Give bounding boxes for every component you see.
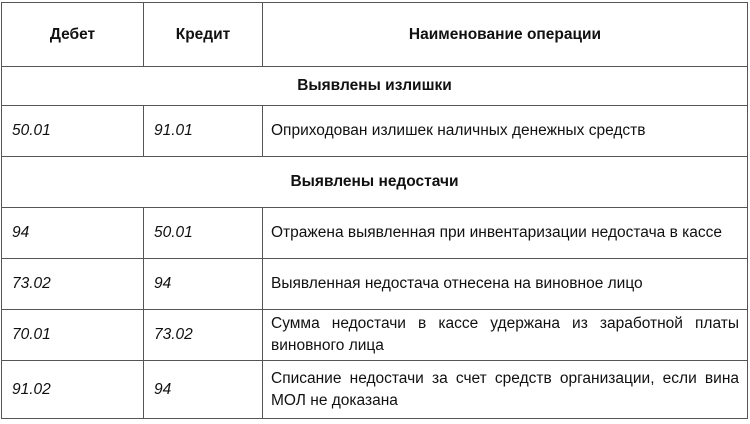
table-row [2,259,748,310]
cell-debit: 50.01 [2,106,144,157]
cell-operation: Сумма недостачи в кассе удержана из заработной платы виновного лица [263,310,748,361]
header-credit: Кредит [144,3,263,67]
section-title-surplus: Выявлены излишки [2,67,748,106]
section-row-surplus [2,67,748,106]
accounting-entries-table [1,2,748,419]
cell-operation: Отражена выявленная при инвентаризации недостача в кассе [263,208,748,259]
table-row [2,106,748,157]
table-row [2,208,748,259]
cell-debit: 70.01 [2,310,144,361]
table-row [2,310,748,361]
header-debit: Дебет [2,3,144,67]
cell-operation: Оприходован излишек наличных денежных средств [263,106,748,157]
cell-operation: Списание недостачи за счет средств организации, если вина МОЛ не доказана [263,361,748,419]
cell-credit: 73.02 [144,310,263,361]
cell-debit: 91.02 [2,361,144,419]
cell-debit: 73.02 [2,259,144,310]
table-row [2,361,748,419]
header-operation: Наименование операции [263,3,748,67]
cell-operation: Выявленная недостача отнесена на виновное лицо [263,259,748,310]
section-title-shortage: Выявлены недостачи [2,157,748,208]
cell-credit: 91.01 [144,106,263,157]
cell-credit: 50.01 [144,208,263,259]
cell-credit: 94 [144,259,263,310]
section-row-shortage [2,157,748,208]
cell-debit: 94 [2,208,144,259]
table-header-row [2,3,748,67]
cell-credit: 94 [144,361,263,419]
